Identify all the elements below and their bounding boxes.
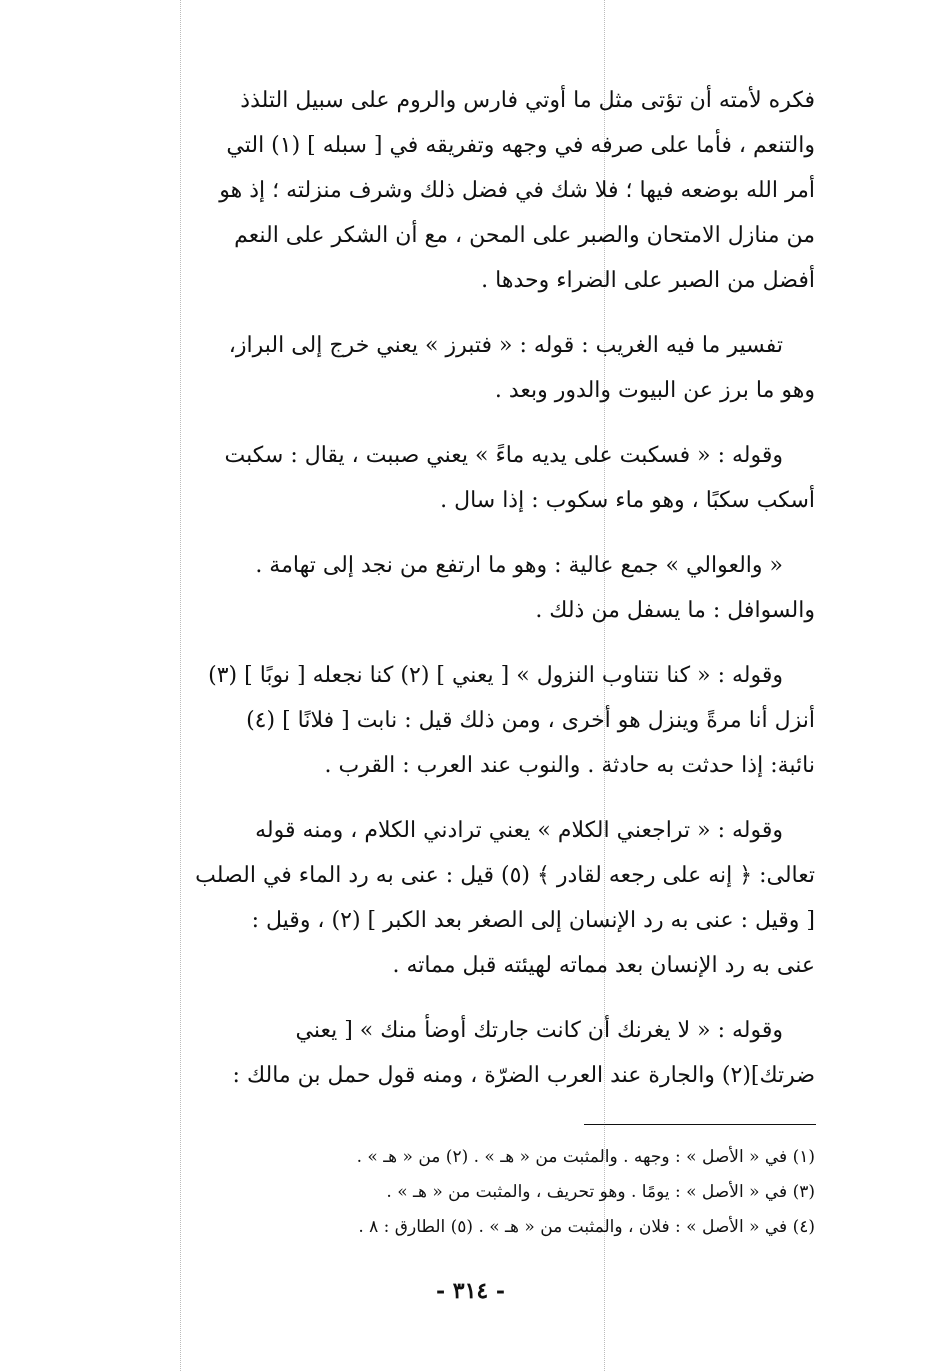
paragraph-5 <box>130 653 815 788</box>
text-line: وقوله : « لا يغرنك أن كانت جارتك أوضأ منك » [ يعني <box>295 1018 783 1043</box>
text-line: وقوله : « كنا نتناوب النزول » [ يعني ] (٢) كنا نجعله [ نوبًا ] (٣) <box>208 663 783 688</box>
text-line: فكره لأمته أن تؤتى مثل ما أوتي فارس والروم على سبيل التلذذ <box>240 88 815 113</box>
text-line: وقوله : « تراجعني الكلام » يعني ترادني الكلام ، ومنه قوله <box>255 818 783 843</box>
footnote-line: (٤) في « الأصل » : فلان ، والمثبت من « هـ » . (٥) الطارق : ٨ . <box>358 1217 815 1237</box>
text-line: [ وقيل : عنى به رد الإنسان إلى الصغر بعد الكبر ] (٢) ، وقيل : <box>251 908 815 933</box>
text-line: تفسير ما فيه الغريب : قوله : « فتبرز » يعني خرج إلى البراز، <box>228 333 783 358</box>
paragraph-2 <box>130 323 815 413</box>
footnote-line: (٣) في « الأصل » : يومًا . وهو تحريف ، والمثبت من « هـ » . <box>386 1182 815 1202</box>
paragraph-6 <box>130 808 815 988</box>
paragraph-3 <box>130 433 815 523</box>
paragraph-1 <box>130 78 815 303</box>
text-line: تعالى: ﴿ إنه على رجعه لقادر ﴾ (٥) قيل : عنى به رد الماء في الصلب <box>195 863 815 888</box>
footnote-divider <box>584 1124 816 1125</box>
paragraph-4 <box>130 543 815 633</box>
text-line: أسكب سكبًا ، وهو ماء سكوب : إذا سال . <box>440 488 815 513</box>
text-line: ضرتك](٢) والجارة عند العرب الضرّة ، ومنه قول حمل بن مالك : <box>232 1063 815 1088</box>
text-line: أنزل أنا مرةً وينزل هو أخرى ، ومن ذلك قيل : نابت [ فلانًا ] (٤) <box>246 708 815 733</box>
paragraph-7 <box>130 1008 815 1098</box>
text-line: وقوله : « فسكبت على يديه ماءً » يعني صببت ، يقال : سكبت <box>224 443 783 468</box>
text-line: عنى به رد الإنسان بعد مماته لهيئته قبل مماته . <box>392 953 815 978</box>
text-line: من منازل الامتحان والصبر على المحن ، مع أن الشكر على النعم <box>234 223 815 248</box>
page-number: - ٣١٤ - <box>435 1278 506 1304</box>
text-line: نائبة: إذا حدثت به حادثة . والنوب عند العرب : القرب . <box>324 753 815 778</box>
text-line: « والعوالي » جمع عالية : وهو ما ارتفع من نجد إلى تهامة . <box>255 553 783 578</box>
text-line: أفضل من الصبر على الضراء وحدها . <box>481 268 815 293</box>
footnotes <box>190 1140 815 1245</box>
text-line: والتنعم ، فأما على صرفه في وجهه وتفريقه في [ سبله ] (١) التي <box>226 133 815 158</box>
text-line: أمر الله بوضعه فيها ؛ فلا شك في فضل ذلك وشرف منزلته ؛ إذ هو <box>219 178 815 203</box>
page-body <box>130 78 815 1118</box>
text-line: وهو ما برز عن البيوت والدور وبعد . <box>494 378 815 403</box>
footnote-line: (١) في « الأصل » : وجهه . والمثبت من « هـ » . (٢) من « هـ » . <box>356 1147 815 1167</box>
text-line: والسوافل : ما يسفل من ذلك . <box>535 598 815 623</box>
